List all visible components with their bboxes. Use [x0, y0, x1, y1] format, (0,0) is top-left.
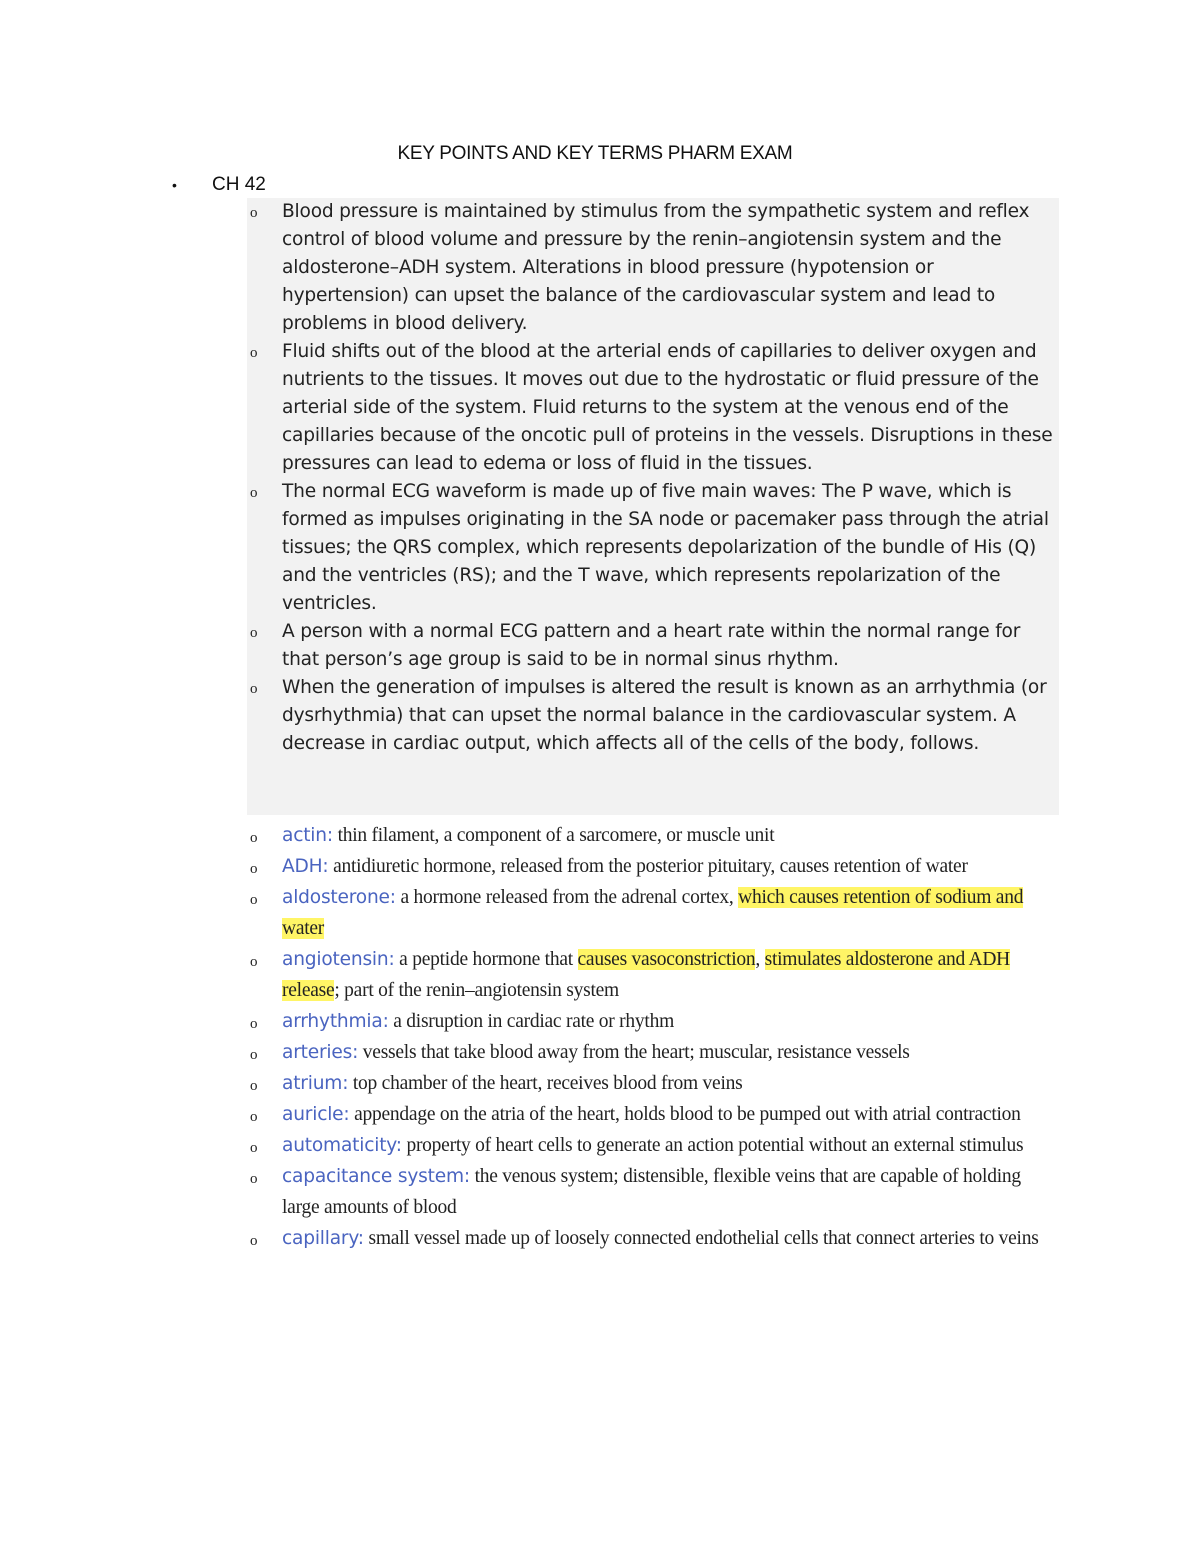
- key-term-definition: [282, 1099, 1062, 1130]
- list-marker: o: [250, 625, 258, 641]
- list-marker: o: [250, 1171, 258, 1187]
- definition-text: property of heart cells to generate an action potential without an external stimulus: [401, 1135, 1024, 1156]
- list-marker: o: [250, 1078, 258, 1094]
- document-title: KEY POINTS AND KEY TERMS PHARM EXAM: [397, 143, 793, 164]
- key-term-item: [247, 1130, 1067, 1161]
- list-marker: o: [250, 954, 258, 970]
- list-marker: o: [250, 1016, 258, 1032]
- key-term-definition: [282, 851, 1062, 882]
- key-term-item: [247, 1099, 1067, 1130]
- key-term-definition: [282, 820, 1062, 851]
- list-marker: o: [250, 892, 258, 908]
- highlighted-text: which causes retention of sodium and water: [282, 887, 1024, 939]
- definition-text: small vessel made up of loosely connected endothelial cells that connect arteries to veins: [363, 1228, 1039, 1249]
- definition-text: ,: [755, 949, 765, 970]
- key-points-block: [247, 198, 1059, 815]
- list-marker: o: [250, 861, 258, 877]
- key-term-definition: [282, 944, 1062, 1006]
- key-point-text: Fluid shifts out of the blood at the arterial ends of capillaries to deliver oxygen and nutrients to the tissues. It moves out due to the hydrostatic or fluid pressure of the arterial side of the system. Fluid returns to the system at the venous end of the capillaries because of the oncotic pull of proteins in the vessels. Disruptions in these pressures can lead to edema or loss of fluid in the tissues.: [282, 341, 1053, 474]
- definition-text: thin filament, a component of a sarcomere, or muscle unit: [332, 825, 775, 846]
- list-marker: o: [250, 205, 258, 221]
- key-term-item: [247, 1161, 1067, 1223]
- key-term-word: automaticity:: [282, 1135, 402, 1156]
- key-term-definition: [282, 1006, 1062, 1037]
- definition-text: ; part of the renin–angiotensin system: [334, 980, 619, 1001]
- definition-text: a hormone released from the adrenal cortex,: [395, 887, 739, 908]
- key-point-item: [247, 338, 1059, 478]
- key-point-item: [247, 674, 1059, 758]
- definition-text: a disruption in cardiac rate or rhythm: [388, 1011, 674, 1032]
- key-term-word: capillary:: [282, 1228, 364, 1249]
- list-marker: o: [250, 681, 258, 697]
- key-point-text: A person with a normal ECG pattern and a heart rate within the normal range for that person’s age group is said to be in normal sinus rhythm.: [282, 621, 1021, 670]
- key-term-item: [247, 851, 1067, 882]
- highlighted-text: stimulates aldosterone and ADH release: [282, 949, 1011, 1001]
- key-terms-list: [247, 820, 1067, 1254]
- key-point-item: [247, 618, 1059, 674]
- key-term-definition: [282, 882, 1062, 944]
- key-term-item: [247, 1223, 1067, 1254]
- list-marker: o: [250, 1047, 258, 1063]
- key-term-word: capacitance system:: [282, 1166, 470, 1187]
- definition-text: top chamber of the heart, receives blood from veins: [348, 1073, 743, 1094]
- key-term-item: [247, 1068, 1067, 1099]
- key-term-word: actin:: [282, 825, 333, 846]
- key-point-text: The normal ECG waveform is made up of five main waves: The P wave, which is formed as impulses originating in the SA node or pacemaker pass through the atrial tissues; the QRS complex, which represents depolarization of the bundle of His (Q) and the ventricles (RS); and the T wave, which represents repolarization of the ventricles.: [282, 481, 1049, 614]
- list-marker: o: [250, 1140, 258, 1156]
- key-term-word: auricle:: [282, 1104, 350, 1125]
- key-term-word: aldosterone:: [282, 887, 396, 908]
- chapter-label: CH 42: [212, 174, 266, 195]
- key-term-word: arteries:: [282, 1042, 359, 1063]
- definition-text: a peptide hormone that: [394, 949, 578, 970]
- list-marker: o: [250, 485, 258, 501]
- list-marker: o: [250, 345, 258, 361]
- key-point-text: Blood pressure is maintained by stimulus from the sympathetic system and reflex control of blood volume and pressure by the renin–angiotensin system and the aldosterone–ADH system. Alterations in blood pressure (hypotension or hypertension) can upset the balance of the cardiovascular system and lead to problems in blood delivery.: [282, 201, 1030, 334]
- list-marker: o: [250, 1233, 258, 1249]
- key-point-text: When the generation of impulses is altered the result is known as an arrhythmia (or dysrhythmia) that can upset the normal balance in the cardiovascular system. A decrease in cardiac output, which affects all of the cells of the body, follows.: [282, 677, 1047, 754]
- key-term-item: [247, 820, 1067, 851]
- key-term-definition: [282, 1161, 1062, 1223]
- key-point-item: [247, 478, 1059, 618]
- key-term-word: ADH:: [282, 856, 329, 877]
- key-term-definition: [282, 1068, 1062, 1099]
- list-marker: o: [250, 830, 258, 846]
- bullet-marker: •: [172, 177, 177, 193]
- key-term-definition: [282, 1130, 1062, 1161]
- key-term-item: [247, 1006, 1067, 1037]
- key-term-word: arrhythmia:: [282, 1011, 389, 1032]
- definition-text: the venous system; distensible, flexible veins that are capable of holding large amounts of blood: [282, 1166, 1021, 1218]
- key-term-definition: [282, 1223, 1062, 1254]
- definition-text: vessels that take blood away from the heart; muscular, resistance vessels: [358, 1042, 910, 1063]
- key-term-word: atrium:: [282, 1073, 349, 1094]
- definition-text: antidiuretic hormone, released from the posterior pituitary, causes retention of water: [328, 856, 968, 877]
- key-term-item: [247, 944, 1067, 1006]
- key-term-definition: [282, 1037, 1062, 1068]
- definition-text: appendage on the atria of the heart, holds blood to be pumped out with atrial contraction: [349, 1104, 1021, 1125]
- key-term-item: [247, 882, 1067, 944]
- key-point-item: [247, 198, 1059, 338]
- key-term-word: angiotensin:: [282, 949, 395, 970]
- key-term-item: [247, 1037, 1067, 1068]
- highlighted-text: causes vasoconstriction: [577, 949, 756, 970]
- list-marker: o: [250, 1109, 258, 1125]
